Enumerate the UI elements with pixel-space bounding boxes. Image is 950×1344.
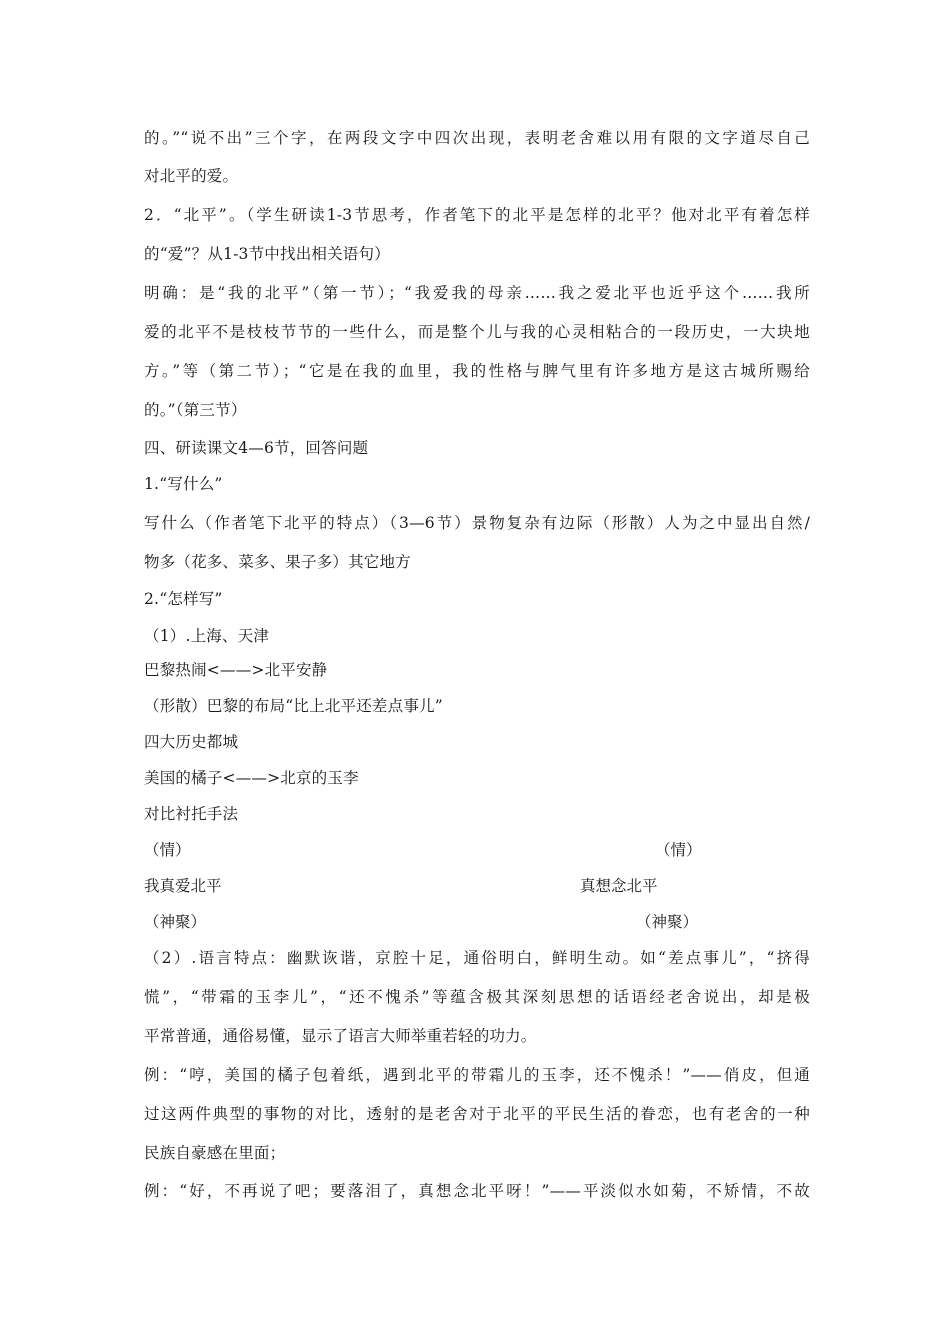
text-line: 美国的橘子<——>北京的玉李	[144, 769, 359, 787]
text-line: 的。”（第三节）	[144, 401, 247, 419]
text-line: 例：“好，不再说了吧；要落泪了，真想念北平呀！”——平淡似水如菊，不矫情，不故	[144, 1182, 810, 1200]
text-line: 对北平的爱。	[144, 167, 239, 185]
diagram-label-right-bottom: （神聚）	[636, 913, 699, 931]
diagram-label-right-mid: 真想念北平	[580, 877, 658, 895]
text-line: 明确：是“我的北平”（第一节）；“我爱我的母亲……我之爱北平也近乎这个……我所	[144, 284, 810, 302]
diagram-label-left-mid: 我真爱北平	[144, 877, 222, 895]
text-line: 过这两件典型的事物的对比，透射的是老舍对于北平的平民生活的眷恋，也有老舍的一种	[144, 1105, 810, 1123]
text-line: 方。”等（第二节）；“它是在我的血里，我的性格与脾气里有许多地方是这古城所赐给	[144, 362, 810, 380]
text-line: 1.“写什么”	[144, 475, 223, 493]
diagram-label-left-bottom: （神聚）	[144, 913, 207, 931]
text-line: 的“爱”？从1-3节中找出相关语句）	[144, 245, 390, 263]
text-line: 2．“北平”。（学生研读1-3节思考，作者笔下的北平是怎样的北平？他对北平有着怎样	[144, 206, 810, 224]
text-line: 的。”“说不出”三个字，在两段文字中四次出现，表明老舍难以用有限的文字道尽自己	[144, 129, 810, 147]
text-line: 物多（花多、菜多、果子多）其它地方	[144, 553, 411, 571]
diagram-label-right-top: （情）	[655, 841, 702, 859]
text-line: 写什么（作者笔下北平的特点）（3—6节）景物复杂有边际（形散）人为之中显出自然/	[144, 514, 810, 532]
text-line: 爱的北平不是枝枝节节的一些什么，而是整个儿与我的心灵相粘合的一段历史，一大块地	[144, 323, 810, 341]
text-line: 四大历史都城	[144, 733, 239, 751]
text-line: 平常普通，通俗易懂，显示了语言大师举重若轻的功力。	[144, 1027, 537, 1045]
text-line: 对比衬托手法	[144, 805, 239, 823]
text-line: 巴黎热闹<——>北平安静	[144, 661, 328, 679]
text-line: （2）.语言特点：幽默诙谐，京腔十足，通俗明白，鲜明生动。如“差点事儿”，“挤得	[144, 949, 810, 967]
text-line: （形散）巴黎的布局“比上北平还差点事儿”	[144, 697, 443, 715]
diagram-label-left-top: （情）	[144, 841, 191, 859]
section-heading: 四、研读课文4—6节，回答问题	[144, 439, 369, 457]
text-line: （1）.上海、天津	[144, 627, 270, 645]
text-line: 慌”，“带霜的玉李儿”，“还不愧杀”等蕴含极其深刻思想的话语经老舍说出，却是极	[144, 988, 810, 1006]
text-line: 2.“怎样写”	[144, 590, 223, 608]
text-line: 例：“哼，美国的橘子包着纸，遇到北平的带霜儿的玉李，还不愧杀！”——俏皮，但通	[144, 1066, 810, 1084]
text-line: 民族自豪感在里面；	[144, 1144, 286, 1162]
